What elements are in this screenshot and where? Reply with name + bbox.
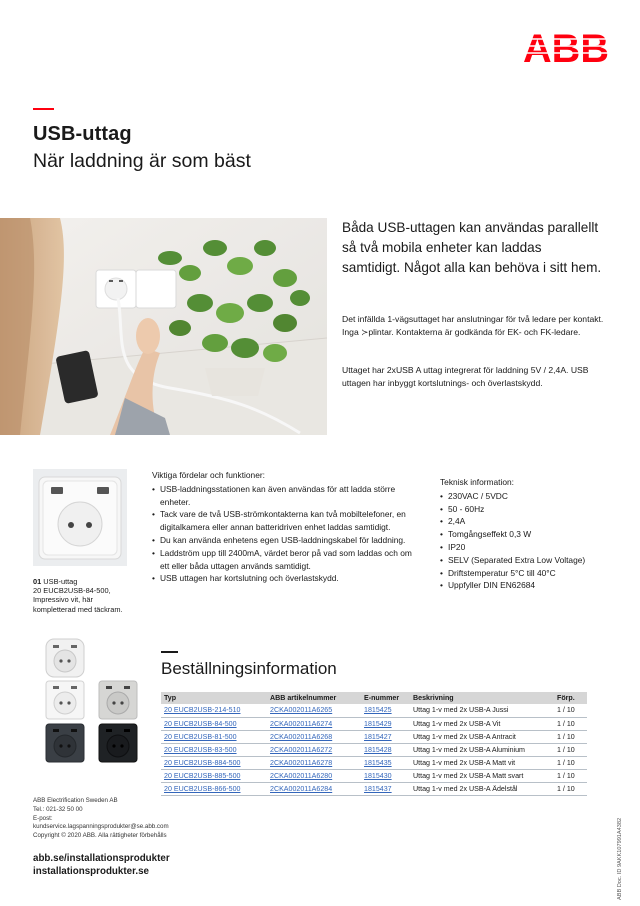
product-thumbnail-matt-black	[97, 722, 139, 764]
table-header-row	[161, 692, 587, 704]
caption-line: 20 EUCB2USB-84-500,	[33, 586, 111, 596]
table-cell[interactable]: 1815425	[361, 704, 410, 717]
table-cell: 1 / 10	[554, 756, 587, 769]
tech-heading: Teknisk information:	[440, 477, 515, 487]
accent-dash	[33, 108, 54, 110]
caption-number: 01	[33, 577, 42, 586]
column-header: E-nummer	[361, 692, 410, 704]
table-cell[interactable]: 1815427	[361, 730, 410, 743]
table-row	[161, 769, 587, 782]
tech-info-list	[440, 476, 620, 592]
table-cell[interactable]: 2CKA002011A6268	[267, 730, 361, 743]
table-row	[161, 704, 587, 717]
product-thumbnail-white	[44, 679, 86, 721]
table-row	[161, 717, 587, 730]
list-item: • Driftstemperatur 5°C till 40°C	[440, 567, 620, 580]
table-cell[interactable]: 20 EUCB2USB-884-500	[161, 756, 267, 769]
intro-text: Båda USB-uttagen kan användas parallellt så två mobila enheter kan laddas samtidigt. Något alla kan behöva i sitt hem.	[342, 220, 602, 275]
advantages-list	[152, 469, 422, 585]
column-header: Förp.	[554, 692, 587, 704]
hero-photo	[0, 218, 327, 435]
table-cell[interactable]: 1815428	[361, 743, 410, 756]
table-cell[interactable]: 20 EUCB2USB-866-500	[161, 782, 267, 795]
table-cell: Uttag 1-v med 2x USB-A Antracit	[410, 730, 554, 743]
product-thumbnail-jussi	[44, 637, 86, 679]
table-cell: Uttag 1-v med 2x USB-A Jussi	[410, 704, 554, 717]
order-table	[161, 692, 587, 796]
table-row	[161, 743, 587, 756]
page-title: USB-uttag	[33, 123, 132, 145]
table-cell[interactable]: 1815430	[361, 769, 410, 782]
caption-name: USB-uttag	[43, 577, 78, 586]
table-cell[interactable]: 20 EUCB2USB-81-500	[161, 730, 267, 743]
page-subtitle: När laddning är som bäst	[33, 150, 251, 172]
list-item: • Du kan använda enhetens egen USB-laddningskabel för laddning.	[152, 534, 422, 547]
caption-line: Impressivo vit, här	[33, 595, 93, 605]
list-item: • Tomgångseffekt 0,3 W	[440, 528, 620, 541]
table-cell[interactable]: 20 EUCB2USB-885-500	[161, 769, 267, 782]
advantages-heading: Viktiga fördelar och funktioner:	[152, 470, 265, 480]
description-paragraph: Uttaget har 2xUSB A uttag integrerat för laddning 5V / 2,4A. USB uttagen har inbyggt kortslutnings- och överlastskydd.	[342, 365, 589, 388]
company-email[interactable]: kundservice.lagspanningsprodukter@se.abb.com	[33, 823, 169, 831]
company-info	[33, 797, 233, 841]
section-dash	[161, 651, 178, 653]
column-header: Beskrivning	[410, 692, 554, 704]
table-cell: 1 / 10	[554, 717, 587, 730]
table-cell: 1 / 10	[554, 730, 587, 743]
table-row	[161, 756, 587, 769]
table-cell: Uttag 1-v med 2x USB-A Vit	[410, 717, 554, 730]
company-name: ABB Electrification Sweden AB	[33, 797, 118, 804]
table-cell: 1 / 10	[554, 782, 587, 795]
list-item: • USB-laddningsstationen kan även användas för att ladda större enheter.	[152, 483, 422, 509]
product-thumbnail-aluminium	[97, 679, 139, 721]
company-email-label: E-post:	[33, 814, 53, 822]
list-item: • Tack vare de två USB-strömkontakterna kan två mobiltelefoner, en digitalkamera eller annan batteridriven enhet laddas samtidigt.	[152, 508, 422, 534]
table-cell: Uttag 1-v med 2x USB-A Matt vit	[410, 756, 554, 769]
web-link[interactable]: abb.se/installationsprodukter	[33, 853, 170, 864]
list-item: • IP20	[440, 541, 620, 554]
list-item: • Laddström upp till 2400mA, värdet beror på vad som laddas och om ett eller båda uttagen används samtidigt.	[152, 547, 422, 573]
table-cell: 1 / 10	[554, 769, 587, 782]
table-cell[interactable]: 1815429	[361, 717, 410, 730]
table-cell[interactable]: 20 EUCB2USB-84-500	[161, 717, 267, 730]
table-cell[interactable]: 2CKA002011A6265	[267, 704, 361, 717]
table-cell[interactable]: 20 EUCB2USB-83-500	[161, 743, 267, 756]
table-cell: 1 / 10	[554, 704, 587, 717]
table-cell[interactable]: 2CKA002011A6274	[267, 717, 361, 730]
product-thumbnail-anthracite	[44, 722, 86, 764]
product-image	[33, 469, 127, 566]
table-cell[interactable]: 2CKA002011A6284	[267, 782, 361, 795]
table-cell: 1 / 10	[554, 743, 587, 756]
table-cell[interactable]: 2CKA002011A6278	[267, 756, 361, 769]
table-cell[interactable]: 1815437	[361, 782, 410, 795]
web-links	[33, 852, 170, 878]
table-cell: Uttag 1-v med 2x USB-A Ädelstål	[410, 782, 554, 795]
table-cell: Uttag 1-v med 2x USB-A Matt svart	[410, 769, 554, 782]
column-header: ABB artikelnummer	[267, 692, 361, 704]
table-row	[161, 782, 587, 795]
column-header: Typ	[161, 692, 267, 704]
table-cell: Uttag 1-v med 2x USB-A Aluminium	[410, 743, 554, 756]
description-paragraph: Det infällda 1-vägsuttaget har anslutningar för två ledare per kontakt. Inga ≻plintar. Kontakterna är godkända för EK- och FK-ledare.	[342, 314, 604, 337]
order-title: Beställningsinformation	[161, 659, 337, 678]
list-item: • Uppfyller DIN EN62684	[440, 579, 620, 592]
web-link[interactable]: installationsprodukter.se	[33, 866, 149, 877]
table-row	[161, 730, 587, 743]
caption-line: kompletterad med täckram.	[33, 604, 123, 614]
abb-logo	[523, 30, 609, 64]
list-item: • 50 - 60Hz	[440, 503, 620, 516]
svg-text:ABB: ABB	[523, 30, 609, 64]
list-item: • USB uttagen har kortslutning och överlastskydd.	[152, 572, 422, 585]
table-cell[interactable]: 20 EUCB2USB-214-510	[161, 704, 267, 717]
list-item: • SELV (Separated Extra Low Voltage)	[440, 554, 620, 567]
document-id: ABB Doc. ID 9AKK107991A4382	[617, 817, 623, 900]
product-caption	[33, 577, 148, 614]
company-phone: Tel.: 021-32 50 00	[33, 805, 83, 813]
list-item: • 2,4A	[440, 515, 620, 528]
list-item: • 230VAC / 5VDC	[440, 490, 620, 503]
table-cell[interactable]: 1815435	[361, 756, 410, 769]
table-cell[interactable]: 2CKA002011A6272	[267, 743, 361, 756]
table-cell[interactable]: 2CKA002011A6280	[267, 769, 361, 782]
copyright: Copyright © 2020 ABB. Alla rättigheter förbehålls	[33, 832, 167, 840]
